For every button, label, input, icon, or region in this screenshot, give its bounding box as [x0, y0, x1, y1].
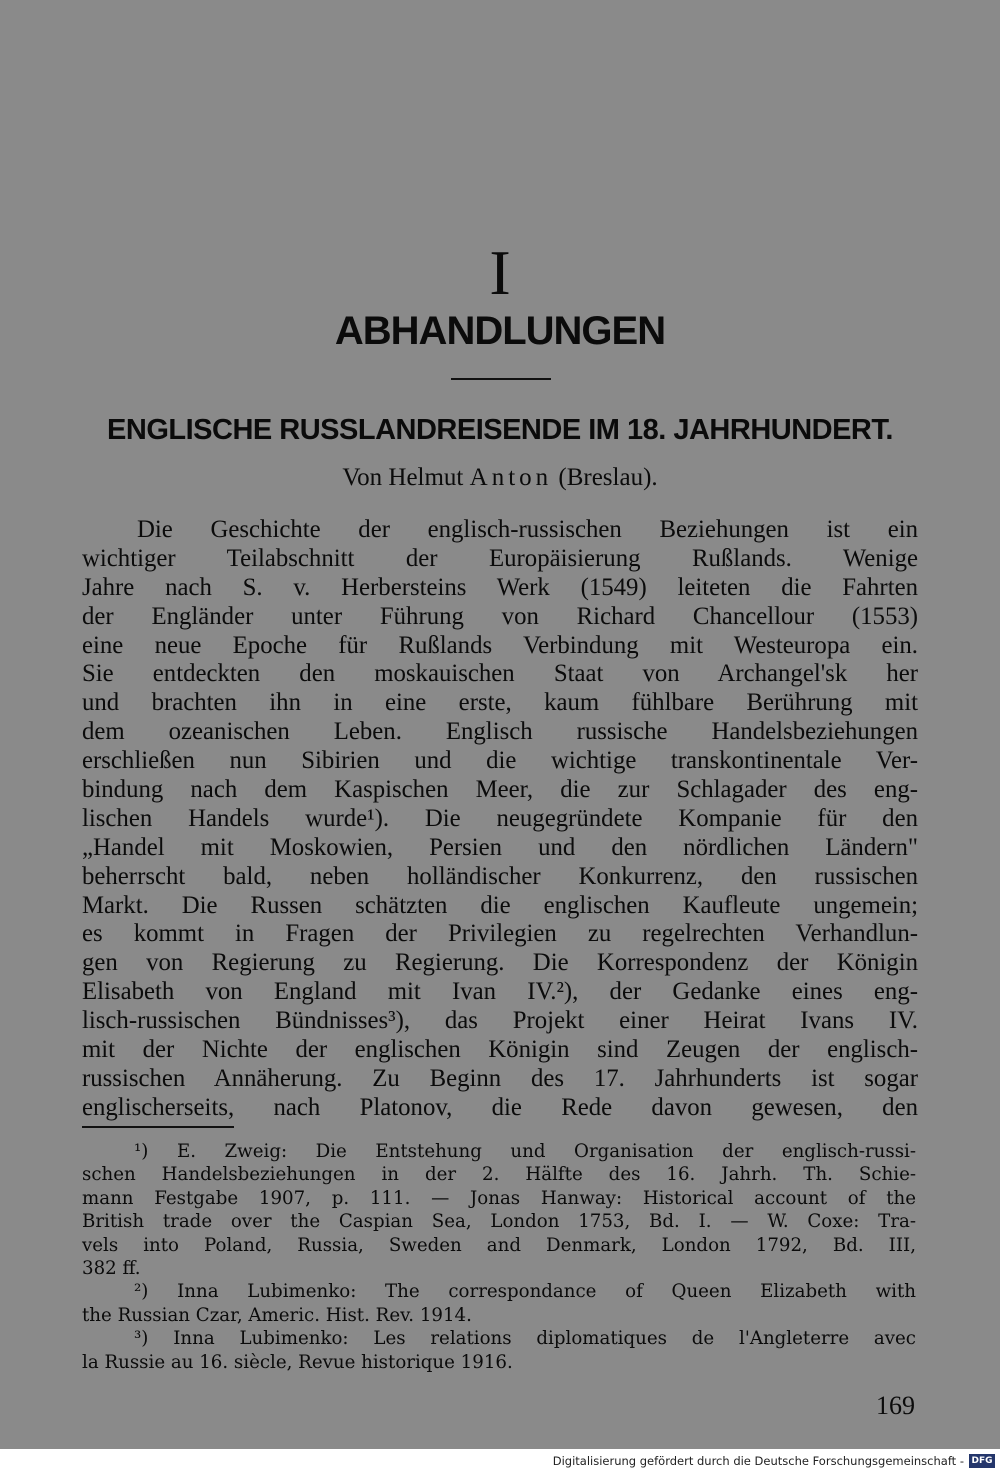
body-line: der Engländer unter Führung von Richard Chancellour (1553)	[82, 602, 918, 630]
body-line: „Handel mit Moskowien, Persien und den nördlichen Ländern"	[82, 833, 918, 861]
body-line: lisch-russischen Bündnisses³), das Projekt einer Heirat Ivans IV.	[82, 1007, 918, 1035]
body-line: beherrscht bald, neben holländischer Konkurrenz, den russischen	[82, 862, 918, 890]
funding-footer	[0, 1449, 1000, 1473]
footnote-line: ¹) E. Zweig: Die Entstehung und Organisation der englisch-russi-	[134, 1141, 916, 1162]
body-line: lischen Handels wurde¹). Die neugegründete Kompanie für den	[82, 804, 918, 832]
body-line: Sie entdeckten den moskauischen Staat von Archangel'sk her	[82, 660, 918, 688]
body-line: dem ozeanischen Leben. Englisch russische Handelsbeziehungen	[82, 718, 918, 746]
funding-notice: Digitalisierung gefördert durch die Deutsche Forschungsgemeinschaft -	[552, 1454, 964, 1468]
section-heading: ABHANDLUNGEN	[334, 309, 666, 353]
body-line: wichtiger Teilabschnitt der Europäisierung Rußlands. Wenige	[82, 544, 918, 572]
footnotes	[82, 1140, 916, 1374]
footnote-line: schen Handelsbeziehungen in der 2. Hälfte des 16. Jahrh. Th. Schie-	[82, 1164, 916, 1186]
dfg-logo-icon: DFG	[969, 1454, 995, 1468]
body-line: Elisabeth von England mit Ivan IV.²), der Gedanke eines eng-	[82, 978, 918, 1006]
body-line: Die Geschichte der englisch-russischen Beziehungen ist ein	[137, 516, 918, 543]
body-line: mit der Nichte der englischen Königin sind Zeugen der englisch-	[82, 1036, 918, 1064]
footnote-line: 382 ff.	[82, 1257, 141, 1279]
footnote-line: mann Festgabe 1907, p. 111. — Jonas Hanway: Historical account of the	[82, 1187, 916, 1209]
body-line: Jahre nach S. v. Herbersteins Werk (1549) leiteten die Fahrten	[82, 573, 918, 601]
body-line: gen von Regierung zu Regierung. Die Korrespondenz der Königin	[82, 949, 918, 977]
part-numeral: I	[489, 237, 511, 308]
body-line: erschließen nun Sibirien und die wichtige transkontinentale Ver-	[82, 747, 918, 775]
footnote-line: la Russie au 16. siècle, Revue historique 1916.	[82, 1351, 513, 1373]
article-title: ENGLISCHE RUSSLANDREISENDE IM 18. JAHRHUNDERT.	[107, 414, 893, 446]
footnote-line: ²) Inna Lubimenko: The correspondance of Queen Elizabeth with	[134, 1281, 916, 1303]
byline-suffix: (Breslau).	[552, 464, 658, 491]
footnote-divider	[82, 1126, 234, 1128]
body-line: russischen Annäherung. Zu Beginn des 17. Jahrhunderts ist sogar	[82, 1064, 918, 1092]
body-line: eine neue Epoche für Rußlands Verbindung mit Westeuropa ein.	[82, 631, 918, 659]
byline-prefix: Von Helmut	[342, 464, 470, 491]
footnote-line: British trade over the Caspian Sea, London 1753, Bd. I. — W. Coxe: Tra-	[82, 1211, 916, 1233]
body-text	[82, 516, 918, 1123]
footnote-line: ³) Inna Lubimenko: Les relations diplomatiques de l'Angleterre avec	[134, 1328, 916, 1350]
footnote-line: the Russian Czar, Americ. Hist. Rev. 1914.	[82, 1304, 472, 1326]
body-line: und brachten ihn in eine erste, kaum fühlbare Berührung mit	[82, 689, 918, 717]
title-divider	[451, 378, 551, 380]
body-line: Markt. Die Russen schätzten die englischen Kaufleute ungemein;	[82, 891, 918, 919]
body-line: bindung nach dem Kaspischen Meer, die zur Schlagader des eng-	[82, 776, 918, 804]
body-line: englischerseits, nach Platonov, die Rede davon gewesen, den	[82, 1093, 918, 1121]
body-line: es kommt in Fragen der Privilegien zu regelrechten Verhandlun-	[82, 920, 918, 948]
author-surname: Anton	[469, 464, 553, 491]
footnote-line: vels into Poland, Russia, Sweden and Denmark, London 1792, Bd. III,	[82, 1234, 916, 1256]
page-number: 169	[876, 1391, 915, 1420]
byline	[0, 461, 1000, 495]
